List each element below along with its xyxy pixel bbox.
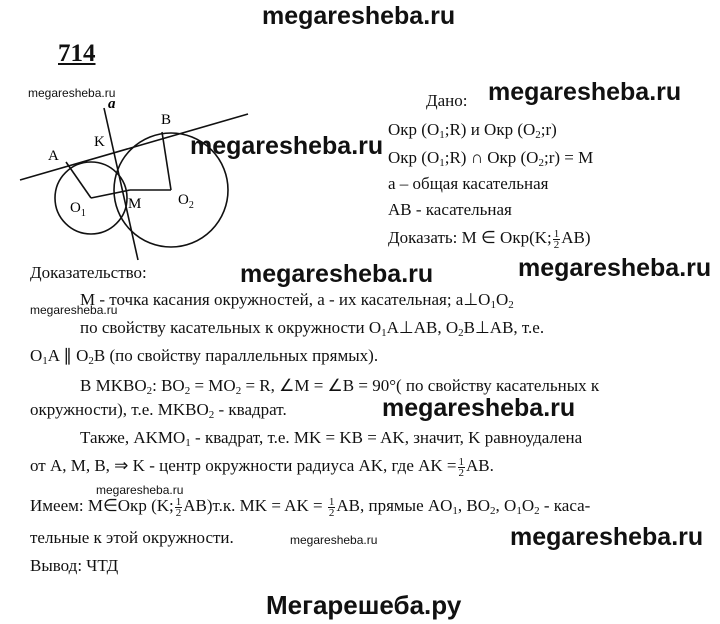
label-b: B [161,112,172,128]
proof-line-4: В $MKBO_2$: $BO_2 = MO_2 = R$, ∠M = ∠B = 90°( по свойству касательных к [80,376,600,397]
given-line-1: Окр $(O_1;R)$ и Окр $(O_2;r)$ [388,120,557,141]
proof-title: Доказательство: [30,263,147,282]
watermark-figure: megaresheba.ru [190,132,384,160]
label-m: M [128,196,142,212]
watermark-proof-2: megaresheba.ru [518,254,712,282]
proof-line-8: Имеем: M∈Окр (K; $\frac{1}{2}$ AB)т.к. MK = AK = $\frac{1}{2}$ AB, прямые $AO_1$, $BO_2$, $O_1O_2$ - каса- [30,495,591,519]
label-o2: $O_2$ [178,192,194,211]
given-title: Дано: [426,91,468,110]
label-a-point: A [48,148,59,164]
footer-watermark: Мегарешеба.ру [266,590,462,620]
header-watermark: megaresheba.ru [262,2,456,30]
proof-line-1: M - точка касания окружностей, a - их касательная; $a\perp O_1O_2$ [80,290,514,311]
given-line-3: a – общая касательная [388,174,549,193]
small-watermark-4: megaresheba.ru [290,533,378,547]
problem-number: 714 [58,40,96,67]
watermark-proof-3: megaresheba.ru [382,394,576,422]
label-k: K [94,134,105,150]
given-line-5: Доказать: M ∈ Окр(K; $\frac{1}{2}$ AB) [388,227,591,251]
proof-line-9: тельные к этой окружности. [30,528,234,547]
watermark-given: megaresheba.ru [488,78,682,106]
small-watermark-1: megaresheba.ru [28,86,116,100]
watermark-proof-1: megaresheba.ru [240,260,434,288]
segment-o2-b [162,132,171,190]
watermark-proof-4: megaresheba.ru [510,523,704,551]
proof-line-3: $O_1A$ ∥ $O_2B$ (по свойству параллельных прямых). [30,346,379,367]
proof-conclusion: Вывод: ЧТД [30,556,119,575]
small-watermark-2: megaresheba.ru [30,303,118,317]
proof-line-6: Также, $AKMO_1$ - квадрат, т.е. MK = KB = AK, значит, K равноудалена [80,428,583,449]
geometry-figure [16,94,256,264]
tangent-line-a [104,108,138,260]
proof-line-2: по свойству касательных к окружности $O_1A\perp AB$, $O_2B\perp AB$, т.е. [80,318,545,339]
label-o1: $O_1$ [70,200,86,219]
segment-o1-a [66,162,91,198]
proof-line-7: от A, M, B, ⇒ K - центр окружности радиуса AK, где AK = $\frac{1}{2}$ AB. [30,455,494,479]
proof-line-5: окружности), т.е. $MKBO_2$ - квадрат. [30,400,287,421]
given-line-2: Окр $(O_1;R)$ ∩ Окр $(O_2;r) = M$ [388,148,594,169]
given-line-4: AB - касательная [388,200,512,219]
small-watermark-3: megaresheba.ru [96,483,184,497]
label-a-line: a [108,96,116,112]
